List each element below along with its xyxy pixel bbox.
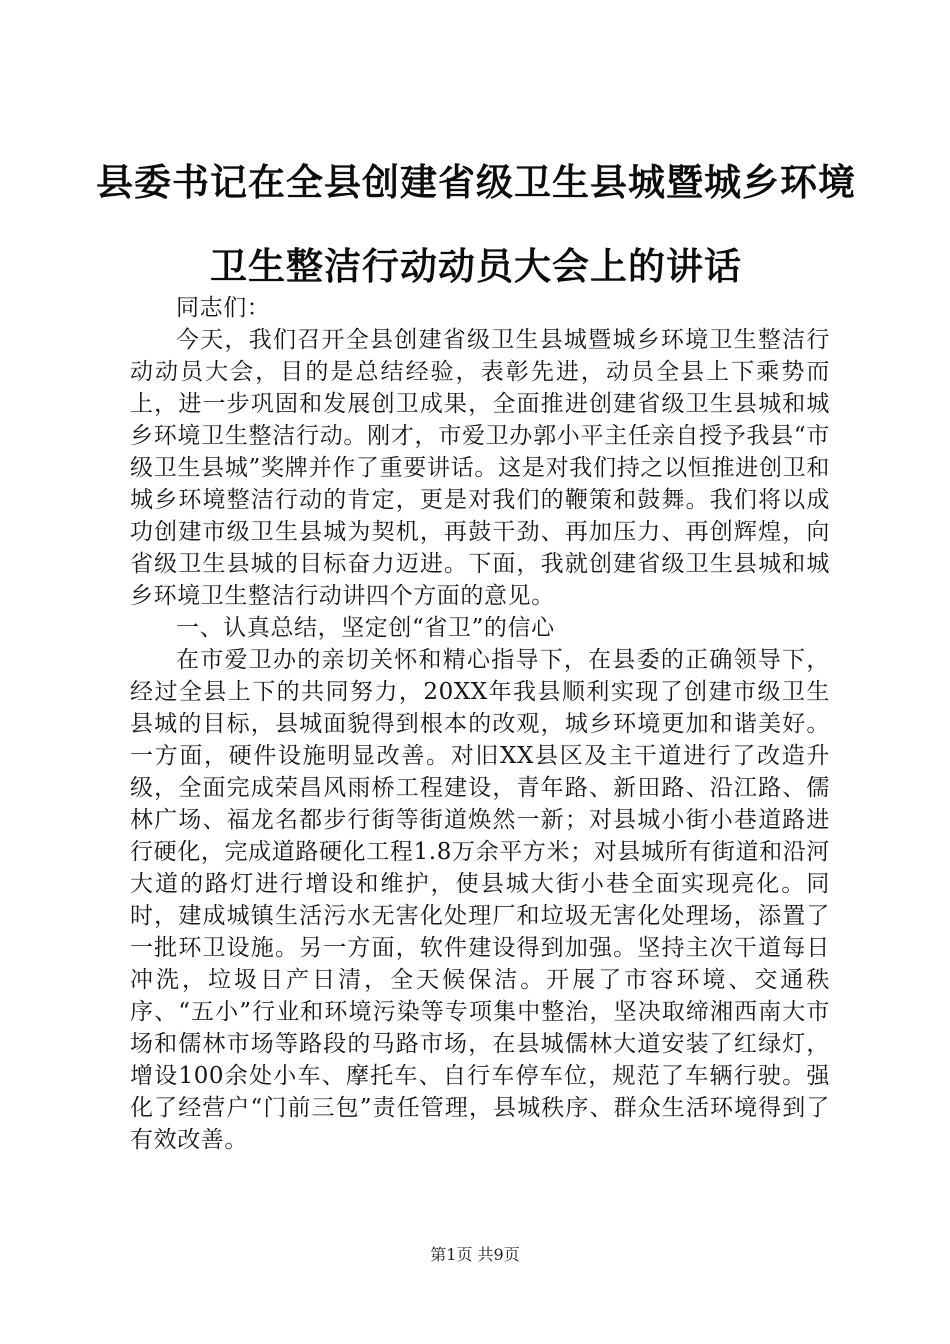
salutation: 同志们： (176, 295, 271, 321)
paragraph-section-1: 在市爱卫办的亲切关怀和精心指导下，在县委的正确领导下，经过全县上下的共同努力，20XX年我县顺利实现了创建市级卫生县城的目标，县城面貌得到根本的改观，城乡环境更加和谐美好。一方面，硬件设施明显改善。对旧XX县区及主干道进行了改造升级，全面完成荣昌风雨桥工程建设，青年路、新田路、沿江路、儒林广场、福龙名都步行街等街道焕然一新；对县城小街小巷道路进行硬化，完成道路硬化工程1.8万余平方米；对县城所有街道和沿河大道的路灯进行增设和维护，使县城大街小巷全面实现亮化。同时，建成城镇生活污水无害化处理厂和垃圾无害化处理场，添置了一批环卫设施。另一方面，软件建设得到加强。坚持主次干道每日冲洗，垃圾日产日清，全天候保洁。开展了市容环境、交通秩序、“五小”行业和环境污染等专项集中整治，坚决取缔湘西南大市场和儒林市场等路段的马路市场，在县城儒林大道安装了红绿灯，增设100余处小车、摩托车、自行车停车位，规范了车辆行驶。强化了经营户“门前三包”责任管理，县城秩序、群众生活环境得到了有效改善。 (130, 647, 830, 1153)
section-heading-1: 一、认真总结，坚定创“省卫”的信心 (176, 615, 555, 641)
document-body (130, 292, 830, 1156)
page-number-footer: 第1页 共9页 (430, 1245, 520, 1264)
document-title-line-1: 县委书记在全县创建省级卫生县城暨城乡环境 (96, 161, 856, 204)
paragraph-intro: 今天，我们召开全县创建省级卫生县城暨城乡环境卫生整洁行动动员大会，目的是总结经验，表彰先进，动员全县上下乘势而上，进一步巩固和发展创卫成果，全面推进创建省级卫生县城和城乡环境卫生整洁行动。刚才，市爱卫办郭小平主任亲自授予我县“市级卫生县城”奖牌并作了重要讲话。这是对我们持之以恒推进创卫和城乡环境整洁行动的肯定，更是对我们的鞭策和鼓舞。我们将以成功创建市级卫生县城为契机，再鼓干劲、再加压力、再创辉煌，向省级卫生县城的目标奋力迈进。下面，我就创建省级卫生县城和城乡环境卫生整洁行动讲四个方面的意见。 (130, 327, 830, 609)
document-title-line-2: 卫生整洁行动动员大会上的讲话 (210, 245, 742, 288)
